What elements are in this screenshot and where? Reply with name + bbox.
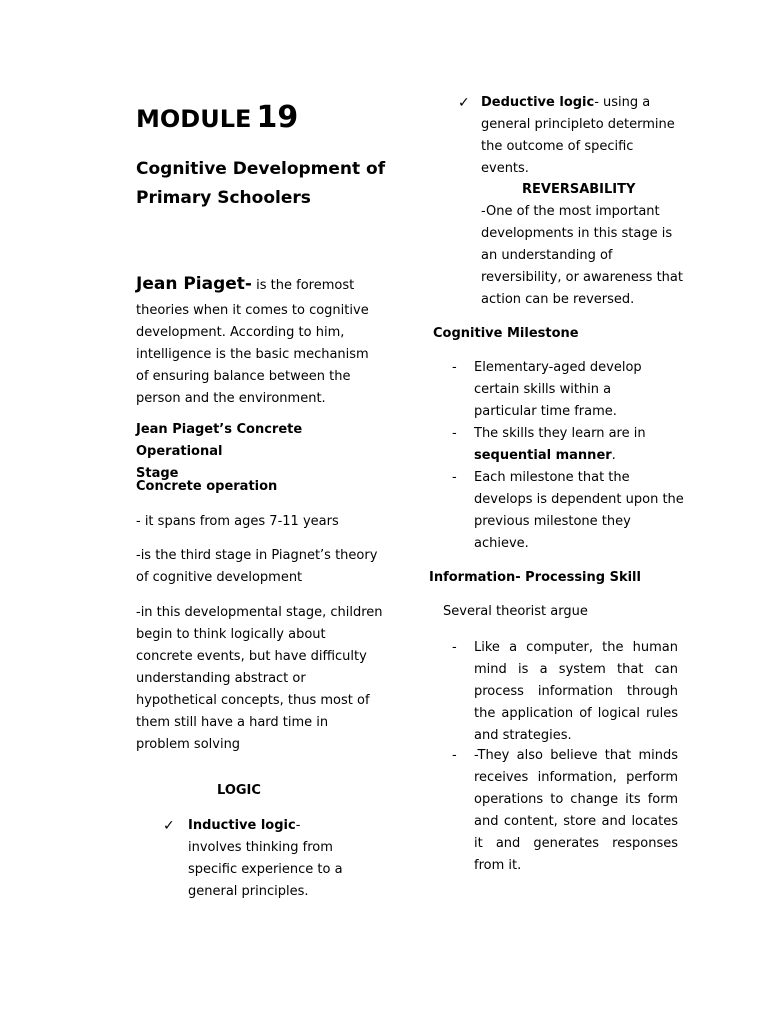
milestone-item-2-tail: . <box>611 448 616 463</box>
milestone-heading: Cognitive Milestone <box>433 326 579 341</box>
milestone-bullet: - <box>452 360 457 375</box>
reversability-heading: REVERSABILITY <box>522 182 636 197</box>
concrete-point-2: -is the third stage in Piagnet’s theory of cognitive development <box>136 548 378 585</box>
inductive-logic <box>188 815 353 903</box>
piaget-intro <box>136 270 381 410</box>
concrete-point-3: -in this developmental stage, children begin to think logically about concrete events, but have difficulty understanding abstract or hypothetical concepts, thus most of them still have a hard time in problem solving <box>136 605 383 752</box>
milestone-item-1: Elementary-aged develop certain skills within a particular time frame. <box>474 360 642 419</box>
inductive-term: Inductive logic <box>188 818 296 833</box>
check-icon: ✓ <box>163 818 175 834</box>
deductive-term: Deductive logic <box>481 95 595 110</box>
module-title-number: 19 <box>256 100 299 135</box>
piaget-intro-rest: theories when it comes to cognitive development. According to him, intelligence is the basic mechanism of ensuring balance between the person and the environment. <box>136 303 369 406</box>
logic-heading: LOGIC <box>217 783 261 798</box>
check-icon: ✓ <box>458 95 470 111</box>
subtitle-line-1: Cognitive Development of <box>136 159 386 179</box>
stage-heading-line-2: Stage <box>136 466 179 481</box>
piaget-name: Jean Piaget- <box>136 274 252 294</box>
module-title <box>136 98 298 142</box>
milestone-bullet: - <box>452 426 457 441</box>
processing-item-1: Like a computer, the human mind is a system that can process information through the application of logical rules and strategies. <box>474 640 678 743</box>
deductive-logic <box>481 92 681 180</box>
stage-heading-line-1: Jean Piaget’s Concrete Operational <box>136 422 303 459</box>
processing-bullet: - <box>452 748 457 763</box>
milestone-item-2-text: The skills they learn are in <box>474 426 646 441</box>
deductive-text: - using a general principleto determine the outcome of specific events. <box>481 95 675 176</box>
processing-intro: Several theorist argue <box>443 604 588 619</box>
concrete-point-1: - it spans from ages 7-11 years <box>136 514 339 529</box>
subtitle-line-2: Primary Schoolers <box>136 188 311 208</box>
module-title-word: MODULE <box>136 105 252 133</box>
reversability-text: -One of the most important developments in this stage is an understanding of reversibility, or awareness that action can be reversed. <box>481 204 683 307</box>
milestone-item-3: Each milestone that the develops is dependent upon the previous milestone they achieve. <box>474 470 684 551</box>
milestone-item-2 <box>474 423 664 467</box>
piaget-intro-first: is the foremost <box>256 278 355 293</box>
inductive-text: -involves thinking from specific experience to a general principles. <box>188 818 343 899</box>
processing-bullet: - <box>452 640 457 655</box>
milestone-bullet: - <box>452 470 457 485</box>
concrete-heading: Concrete operation <box>136 479 278 494</box>
processing-heading: Information- Processing Skill <box>429 570 641 585</box>
milestone-item-2-bold: sequential manner <box>474 448 612 463</box>
subtitle <box>136 155 396 213</box>
processing-item-2: -They also believe that minds receives information, perform operations to change its form and content, store and locates it and generates responses from it. <box>474 748 678 873</box>
